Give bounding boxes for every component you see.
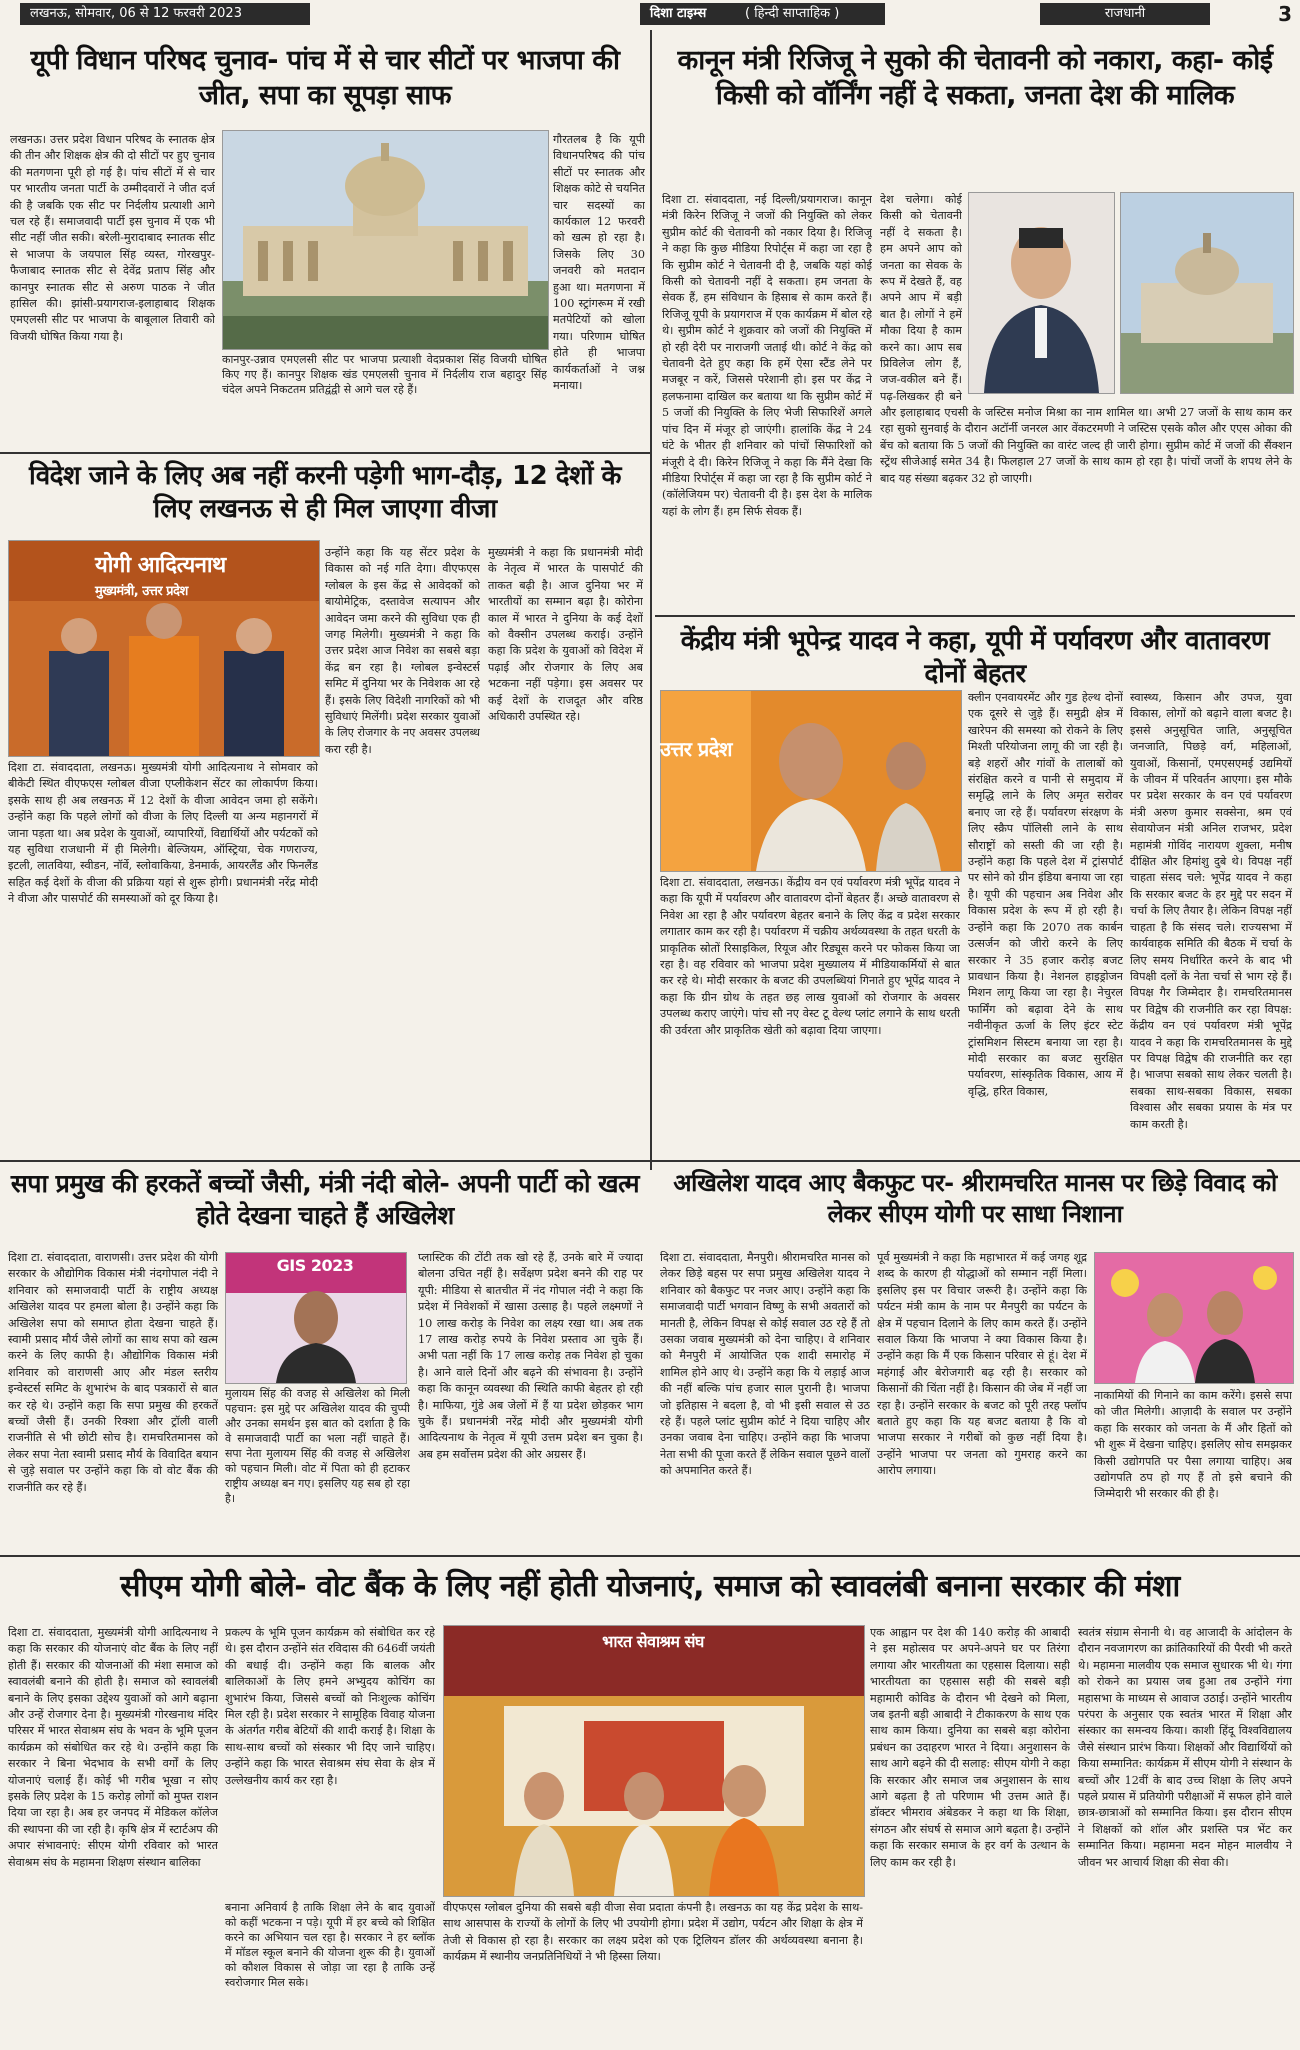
article-7-caption: बनाना अनिवार्य है ताकि शिक्षा लेने के बाद युवाओं को कहीं भटकना न पड़े। यूपी में हर बच्चे को शिक्षित करने का अभियान चल रहा है। सरकार ने हर ब्लॉक में मॉडल स्कूल बनाने की योजना शुरू की है। युवाओं को कौशल विकास से जोड़ा जा रहा है ताकि उन्हें स्वरोजगार मिल सके। xyxy=(225,1901,435,1989)
article-2-body: दिशा टा. संवाददाता, नई दिल्ली/प्रयागराज। कानून मंत्री किरेन रिजिजू ने जजों की नियुक्ति को लेकर सुप्रीम कोर्ट की चेतावनी को नकार दिया है। रिजिजू ने कहा कि कुछ मीडिया रिपोर्ट्स में कहा जा रहा है कि सुप्रीम कोर्ट ने चेतावनी दी है, जबकि यहां कोई किसी को चेतावनी नहीं दे सकता। हम जनता के सेवक हैं, हम संविधान के हिसाब से काम करते हैं। रिजिजू यूपी के प्रयागराज में एक कार्यक्रम में बोल रहे थे। सुप्रीम कोर्ट ने शुक्रवार को जजों की नियुक्ति में हो रही देरी पर नाराजगी जताई थी। कोर्ट ने केंद्र को चेतावनी देते हुए कहा कि हमें ऐसा स्टैंड लेने पर मजबूर न करें, जिससे परेशानी हो। इस पर केंद्र ने हलफनामा दाखिल कर बताया था कि सुप्रीम कोर्ट में 5 जजों की नियुक्ति के लिए भेजी सिफारिशें अगले पांच दिन में मंजूर हो जाएंगी। हालांकि केंद्र ने 24 घंटे के भीतर ही शनिवार को पांचों सिफारिशों को मंजूरी दे दी। किरेन रिजिजू ने कहा कि मैंने देखा कि मीडिया रिपोर्ट्स में कहा जा रहा है कि सुप्रीम कोर्ट ने (कॉलेजियम पर) चेतावनी दी है। इस देश के मालिक यहां के लोग हैं। हम सिर्फ सेवक हैं। xyxy=(662,193,872,518)
photo-backdrop-text: भारत सेवाश्रम संघ xyxy=(602,1632,704,1651)
article-5-body: दिशा टा. संवाददाता, वाराणसी। उत्तर प्रदेश की योगी सरकार के औद्योगिक विकास मंत्री नंदगोपाल नंदी ने शनिवार को समाजवादी पार्टी के राष्ट्रीय अध्यक्ष अखिलेश यादव पर हमला बोला है। उन्होंने कहा कि अखिलेश सपा को समाप्त होता देखना चाहते हैं। स्वामी प्रसाद मौर्य जैसे लोगों का साथ सपा को खत्म करने के लिए काफी है। औद्योगिक विकास मंत्री शनिवार को वाराणसी आए और मंडल स्तरीय इन्वेस्टर्स समिट के शुभारंभ के बाद पत्रकारों से बात कर रहे थे। उन्होंने कहा कि सपा प्रमुख की हरकतें बच्चों जैसी हैं। उनकी रिक्शा और ट्रॉली वाली राजनीति से भी छोटी सोच है। रामचरितमानस को लेकर सपा नेता स्वामी प्रसाद मौर्य के विवादित बयान से जुड़े सवाल पर उन्होंने कहा कि वो वोट बैंक की राजनीति कर रहे हैं। xyxy=(8,1251,218,1494)
section-divider xyxy=(0,1160,1300,1162)
article-7-body: प्रकल्प के भूमि पूजन कार्यक्रम को संबोधित कर रहे थे। इस दौरान उन्होंने संत रविदास की 646वीं जयंती की बधाई दी। उन्होंने कहा कि बालक और बालिकाओं के लिए हमने अभ्युदय कोचिंग का शुभारंभ किया, जिससे बच्चों को निःशुल्क कोचिंग मिल रही है। प्रदेश सरकार ने सामूहिक विवाह योजना के अंतर्गत गरीब बेटियों की शादी कराई है। शिक्षा के साथ-साथ बच्चों को संस्कार भी दिए जाने चाहिए। उन्होंने कहा कि भारत सेवाश्रम संघ सेवा के क्षेत्र में उल्लेखनीय कार्य कर रहा है। xyxy=(225,1626,435,1787)
page-number: 3 xyxy=(1278,2,1292,26)
article-5-body: प्लास्टिक की टोंटी तक खो रहे हैं, उनके बारे में ज्यादा बोलना उचित नहीं है। सर्वेक्षण प्रदेश बनने की राह पर यूपी: मीडिया से बातचीत में नंद गोपाल नंदी ने कहा कि प्रदेश में निवेशकों में खासा उत्साह है। पहले लक्ष्मणों ने 10 लाख करोड़ के निवेश का लक्ष्य रखा था। अब तक 17 लाख करोड़ रुपये के निवेश प्रस्ताव आ चुके हैं। अभी पता नहीं कि 17 लाख करोड़ तक निवेश हो चुका है। आने वाले दिनों और बढ़ने की संभावना है। उन्होंने कहा कि कानून व्यवस्था की स्थिति काफी बेहतर हो रही है। माफिया, गुंडे अब जेलों में हैं या प्रदेश छोड़कर भाग चुके हैं। प्रधानमंत्री नरेंद्र मोदी और मुख्यमंत्री योगी आदित्यनाथ के नेतृत्व में यूपी उत्तम प्रदेश बन चुका है। अब हम सर्वोत्तम प्रदेश की ओर अग्रसर हैं। xyxy=(418,1251,643,1461)
page-header xyxy=(0,0,1300,28)
article-4-headline: केंद्रीय मंत्री भूपेन्द्र यादव ने कहा, यूपी में पर्यावरण और वातावरण दोनों बेहतर xyxy=(680,626,1270,690)
banner-subtitle: मुख्यमंत्री, उत्तर प्रदेश xyxy=(95,584,188,599)
article-3-extra-body: वीएफएस ग्लोबल दुनिया की सबसे बड़ी वीजा सेवा प्रदाता कंपनी है। लखनऊ का यह केंद्र प्रदेश के साथ-साथ आसपास के राज्यों के लोगों के लिए भी उपयोगी होगा। प्रदेश में उद्योग, पर्यटन और शिक्षा के क्षेत्र में तेजी से विकास हो रहा है। सरकार का लक्ष्य प्रदेश को एक ट्रिलियन डॉलर की अर्थव्यवस्था बनाना है। कार्यक्रम में स्थानीय जनप्रतिनिधियों ने भी हिस्सा लिया। xyxy=(443,1901,863,1964)
article-1-caption: कानपुर-उन्नाव एमएलसी सीट पर भाजपा प्रत्याशी वेदप्रकाश सिंह विजयी घोषित किए गए हैं। कानपुर शिक्षक खंड एमएलसी चुनाव में निर्दलीय राज बहादुर सिंह चंदेल अपने निकटतम प्रतिद्वंद्वी से आगे चल रहे हैं। xyxy=(222,353,547,396)
section-divider xyxy=(0,1555,1300,1557)
dateline: लखनऊ, सोमवार, 06 से 12 फरवरी 2023 xyxy=(20,3,310,25)
edition-label: ( हिन्दी साप्ताहिक ) xyxy=(735,3,885,25)
article-4-body: क्लीन एनवायरमेंट और गुड हेल्थ दोनों एक दूसरे से जुड़े हैं। समुद्री क्षेत्र में खारेपन की समस्या को रोकने के लिए मिश्ती परियोजना लागू की जा रही है। बड़े शहरों और गांवों के तालाबों को संरक्षित करने व पानी से समुदाय में समृद्धि लाने के लिए अमृत सरोवर बनाए जा रहे हैं। पर्यावरण संरक्षण के लिए स्क्रैप पॉलिसी लाने के साथ सौराष्ट्रों को सस्ती की जा रही है। उन्होंने कहा कि पहले देश में ट्रांसपोर्ट पर सोने को ग्रीन इंडिया बनाया जा रहा है। यूपी की पहचान अब निवेश और विकास प्रदेश के रूप में हो रही है। उन्होंने कहा कि 2070 तक कार्बन उत्सर्जन को जीरो करने के लिए सरकार ने 35 हजार करोड़ बजट प्रावधान किया है। नेशनल हाइड्रोजन मिशन लागू किया जा रहा है। नेचुरल फार्मिंग को बढ़ावा देने के साथ नवीनीकृत ऊर्जा के लिए इंटर स्टेट ट्रांसमिशन सिस्टम बनाया जा रहा है। मोदी सरकार का बजट सुरक्षित पर्यावरण, सांस्कृतिक विकास, आय में वृद्धि, हरित विकास, xyxy=(968,691,1123,1098)
article-7-headline: सीएम योगी बोले- वोट बैंक के लिए नहीं होती योजनाएं, समाज को स्वावलंबी बनाना सरकार की मंशा xyxy=(120,1569,1180,1604)
article-5-caption: मुलायम सिंह की वजह से अखिलेश को मिली पहचान: इस मुद्दे पर अखिलेश यादव की चुप्पी और उनका समर्थन इस बात को दर्शाता है कि वे समाजवादी पार्टी का भला नहीं चाहते हैं। सपा नेता मुलायम सिंह की वजह से अखिलेश को पहचान मिली। वोट में पिता को ही हटाकर राष्ट्रीय अध्यक्ष बन गए। इसलिए यह सब हो रहा है। xyxy=(225,1387,410,1505)
cm-bhoomi-pujan-photo xyxy=(443,1625,865,1897)
article-2-body: और इलाहाबाद एचसी के जस्टिस मनोज मिश्रा का नाम शामिल था। अभी 27 जजों के साथ काम कर रहा सुको सुनवाई के दौरान अटॉर्नी जनरल आर वेंकटरमणी ने जस्टिस एसके कौल और एएस ओका की बेंच को बताया कि 5 जजों की नियुक्ति का वारंट जल्द ही जारी होगा। सुप्रीम कोर्ट में जजों की सैंक्शन स्ट्रेंथ सीजेआई समेत 34 है। फिलहाल 27 जजों के साथ काम हो रहा है। पांचों जजों के शपथ लेने के बाद यह संख्या बढ़कर 32 हो जाएगी। xyxy=(880,406,1292,485)
article-3-headline: विदेश जाने के लिए अब नहीं करनी पड़ेगी भाग-दौड़, 12 देशों के लिए लखनऊ से ही मिल जाएगा वीजा xyxy=(28,461,622,525)
article-3-body: मुख्यमंत्री ने कहा कि प्रधानमंत्री मोदी के नेतृत्व में भारत के पासपोर्ट की ताकत बढ़ी है। आज दुनिया भर में भारतीयों का सम्मान बढ़ा है। कोरोना काल में भारत ने दुनिया के कई देशों को वैक्सीन उपलब्ध कराई। उन्होंने कहा कि प्रदेश के युवाओं को विदेश में पढ़ाई और रोजगार के लिए अब भटकना नहीं पड़ेगा। इस अवसर पर कई देशों के राजदूत और वरिष्ठ अधिकारी उपस्थित रहे। xyxy=(488,546,643,724)
photo-backdrop-text: उत्तर प्रदेश xyxy=(660,737,733,761)
article-6-body: दिशा टा. संवाददाता, मैनपुरी। श्रीरामचरित मानस को लेकर छिड़े बहस पर सपा प्रमुख अखिलेश यादव ने शनिवार को बैकफुट पर नजर आए। उन्होंने कहा कि समाजवादी पार्टी भगवान विष्णु के सभी अवतारों को मानती है, लेकिन विपक्ष से कोई सवाल उठ रहे हैं तो उसका जवाब मुख्यमंत्री को देना चाहिए। वे शनिवार को मैनपुरी में आयोजित एक शादी समारोह में शामिल होने आए थे। उन्होंने कहा कि ये लड़ाई आज की नहीं बल्कि पांच हजार साल पुरानी है। भाजपा जो इतिहास ने बदला है, वो भी इसी सवाल से उठ रहे हैं। पहले प्लांट सुप्रीम कोर्ट ने दिया चाहिए और उनका जवाब देना चाहिए। उन्होंने कहा कि भाजपा नेता सभी की पूजा करते हैं लेकिन सवाल पूछने वालों को अपमानित करते हैं। xyxy=(660,1251,870,1478)
photo-backdrop-text: GIS 2023 xyxy=(276,1256,354,1275)
article-1-body: लखनऊ। उत्तर प्रदेश विधान परिषद के स्नातक क्षेत्र की तीन और शिक्षक क्षेत्र की दो सीटों पर हुए चुनाव की मतगणना पूरी हो गई है। पांच सीटों में से चार पर भारतीय जनता पार्टी के उम्मीदवारों ने जीत दर्ज की है जबकि एक सीट पर निर्दलीय प्रत्याशी आगे चल रहे हैं। समाजवादी पार्टी इस चुनाव में एक भी सीट नहीं जीत सकी। बरेली-मुरादाबाद स्नातक सीट से भाजपा के जयपाल सिंह व्यस्त, गोरखपुर-फैजाबाद स्नातक सीट से देवेंद्र प्रताप सिंह और कानपुर स्नातक सीट से अरुण पाठक ने जीत हासिल की। झांसी-प्रयागराज-इलाहाबाद शिक्षक एमएलसी सीट पर भाजपा के बाबूलाल तिवारी को विजयी घोषित किया गया है। xyxy=(10,133,215,343)
article-6-body: नाकामियों की गिनाने का काम करेंगे। इससे सपा को जीत मिलेगी। आज़ादी के सवाल पर उन्होंने कहा कि सरकार को जनता के मैं और हितों को भी शुरू में देखना चाहिए। इसलिए सोच समझकर किसी उद्योगपति पर पैसा लगाया चाहिए। अब उद्योगपति ठप हो गए हैं तो इसे बचाने की जिम्मेदारी भी सरकार की ही है। xyxy=(1094,1389,1292,1501)
section-divider xyxy=(655,615,1295,617)
article-6-body: पूर्व मुख्यमंत्री ने कहा कि महाभारत में कई जगह शूद्र शब्द के कारण ही योद्धाओं को सम्मान नहीं मिला। इसलिए इस पर विचार जरूरी है। उन्होंने कहा कि पर्यटन मंत्री काम के नाम पर मैनपुरी का पर्यटन के क्षेत्र में पहचान दिलाने के लिए काम करते हैं। उन्होंने सवाल किया कि भाजपा ने क्या विकास किया है। उन्होंने कहा कि मैं एक किसान परिवार से हूं। देश में महंगाई और बेरोजगारी बढ़ रही है। सरकार को किसानों की चिंता नहीं है। किसान की जेब में नहीं जा रहा है। उन्होंने सरकार के बजट को पूरी तरह फ्लॉप बताते हुए कहा कि यह बजट बताया है कि वो भाजपा सरकार ने गरीबों को कुछ नहीं दिया है। उन्होंने भाजपा पर जनता को गुमराह करने का आरोप लगाया। xyxy=(877,1251,1087,1478)
article-1-headline: यूपी विधान परिषद चुनाव- पांच में से चार सीटों पर भाजपा की जीत, सपा का सूपड़ा साफ xyxy=(30,45,620,111)
vidhan-bhawan-photo xyxy=(222,130,549,350)
article-4-body: स्वास्थ्य, किसान और उपज, युवा विकास, लोगों को बढ़ाने वाला बजट है। इससे अनुसूचित जाति, अनुसूचित जनजाति, पिछड़े वर्ग, महिलाओं, युवाओं, किसानों, एमएसएमई उद्यमियों के जीवन में परिवर्तन आएगा। इस मौके पर प्रदेश सरकार के वन एवं पर्यावरण मंत्री अरुण कुमार सक्सेना, श्रम एवं सेवायोजन मंत्री अनिल राजभर, प्रदेश महामंत्री गोविंद नारायण शुक्ला, मनीष दीक्षित और हिमांशु दुबे थे। विपक्ष नहीं चाहता संसद चले: भूपेंद्र यादव ने कहा कि सरकार बजट के हर मुद्दे पर सदन में चर्चा के लिए तैयार है। लेकिन विपक्ष नहीं चाहता है कि संसद चले। राज्यसभा में कार्यवाहक समिति की बैठक में चर्चा के लिए समय निर्धारित करने के बाद भी विपक्षी दलों के नेता चर्चा से भाग रहे हैं। विपक्ष गैर जिम्मेदार है। रामचरितमानस पर विद्वेष की राजनीति कर रहा विपक्ष: केंद्रीय वन एवं पर्यावरण मंत्री भूपेंद्र यादव ने कहा कि रामचरितमानस के मुद्दे पर विपक्ष विद्वेष की राजनीति कर रहा है। भाजपा सबको साथ लेकर चलती है। सबका साथ-सबका विकास, सबका विश्वास और सबका प्रयास के मंत्र पर काम करती है। xyxy=(1130,691,1292,1131)
paper-name: दिशा टाइम्स xyxy=(640,3,740,25)
column-divider xyxy=(650,30,652,1170)
article-2-body: देश चलेगा। कोई किसी को चेतावनी नहीं दे सकता है। हम अपने आप को जनता का सेवक के रूप में देखते हैं, वह अपने आप में बड़ी बात है। लोगों ने हमें मौका दिया है काम करने का। आप सब प्रिविलेज लोग हैं, जज-वकील बने हैं। पढ़-लिखकर ही बने xyxy=(880,193,962,402)
article-3-body: उन्होंने कहा कि यह सेंटर प्रदेश के विकास को नई गति देगा। वीएफएस ग्लोबल के इस केंद्र से आवेदकों को बायोमेट्रिक, दस्तावेज सत्यापन और आवेदन जमा करने की सुविधा एक ही जगह मिलेगी। मुख्यमंत्री ने कहा कि उत्तर प्रदेश आज निवेश का सबसे बड़ा केंद्र बन रहा है। ग्लोबल इन्वेस्टर्स समिट में दुनिया भर के निवेशक आ रहे हैं। इसके लिए विदेशी नागरिकों को भी सुविधाएं मिलेंगी। प्रदेश सरकार युवाओं के लिए रोजगार के नए अवसर उपलब्ध करा रही है। xyxy=(325,546,480,756)
article-7-body: दिशा टा. संवाददाता, मुख्यमंत्री योगी आदित्यनाथ ने कहा कि सरकार की योजनाएं वोट बैंक के लिए नहीं होती हैं। सरकार की योजनाओं की मंशा समाज को स्वावलंबी बनाने की होती है। समाज को स्वावलंबी बनाने के लिए इसका उद्देश्य युवाओं को आगे बढ़ाना और उन्हें रोजगार देना है। मुख्यमंत्री गोरखनाथ मंदिर परिसर में भारत सेवाश्रम संघ के भवन के भूमि पूजन कार्यक्रम को संबोधित कर रहे थे। उन्होंने कहा कि सरकार ने बिना भेदभाव के सभी वर्गों के लिए योजनाएं चलाई हैं। कोई भी गरीब भूखा न सोए इसके लिए प्रदेश के 15 करोड़ लोगों को मुफ्त राशन दिया जा रहा है। अब हर जनपद में मेडिकल कॉलेज की स्थापना की जा रही है। कृषि क्षेत्र में स्टार्टअप की अपार संभावनाएं: सीएम योगी रविवार को भारत सेवाश्रम संघ के महामना शिक्षण संस्थान बालिका xyxy=(8,1626,218,1869)
rijiju-photo xyxy=(968,192,1115,394)
article-1-body: गौरतलब है कि यूपी विधानपरिषद की पांच सीटों पर स्नातक और शिक्षक कोटे से चयनित चार सदस्यों का कार्यकाल 12 फरवरी को खत्म हो रहा है। जिसके लिए 30 जनवरी को मतदान हुआ था। मतगणना में 100 स्ट्रांगरूम में रखी मतपेटियों को खोला गया। परिणाम घोषित होते ही भाजपा कार्यकर्ताओं ने जश्न मनाया। xyxy=(553,133,645,393)
banner-name: योगी आदित्यनाथ xyxy=(95,553,226,578)
supreme-court-photo xyxy=(1120,192,1294,394)
section-divider xyxy=(0,452,650,454)
article-5-headline: सपा प्रमुख की हरकतें बच्चों जैसी, मंत्री नंदी बोले- अपनी पार्टी को खत्म होते देखना चाहते हैं अखिलेश xyxy=(10,1169,640,1230)
article-7-body: स्वतंत्र संग्राम सेनानी थे। वह आजादी के आंदोलन के दौरान नवजागरण का क्रांतिकारियों की पैरवी भी करते थे। महामना मालवीय एक समाज सुधारक भी थे। गंगा को रोकने का प्रयास जब हुआ तब उन्होंने गंगा महासभा के माध्यम से आवाज उठाई। उन्होंने भारतीय परंपरा के अनुसार एक स्वतंत्र भारत में शिक्षा और संस्कार का समन्वय किया। काशी हिंदू विश्वविद्यालय जैसे संस्थान प्रारंभ किया। शिक्षकों और विद्यार्थियों को किया सम्मानित: कार्यक्रम में सीएम योगी ने संस्थान के बच्चों और 12वीं के बाद उच्च शिक्षा के लिए अपने पहले प्रयास में प्रतियोगी परीक्षाओं में सफल होने वाले छात्र-छात्राओं को सम्मानित किया। इस दौरान सीएम ने शिक्षकों को शॉल और प्रशस्ति पत्र भेंट कर सम्मानित किया। महामना मदन मोहन मालवीय ने जीवन भर आचार्य शिक्षा की सेवा की। xyxy=(1078,1626,1292,1869)
article-2-headline: कानून मंत्री रिजिजू ने सुको की चेतावनी को नकारा, कहा- कोई किसी को वॉर्निंग नहीं दे सकता, जनता देश की मालिक xyxy=(677,45,1273,111)
article-4-body: दिशा टा. संवाददाता, लखनऊ। केंद्रीय वन एवं पर्यावरण मंत्री भूपेंद्र यादव ने कहा कि यूपी में पर्यावरण और वातावरण दोनों बेहतर हैं। अच्छे वातावरण से निवेश आ रहा है और पर्यावरण बेहतर बनाने के लिए केंद्र व प्रदेश सरकार लगातार काम कर रही है। पर्यावरण में चक्रीय अर्थव्यवस्था के तहत धरती के प्राकृतिक स्रोतों रिसाइकिल, रियूज और रिड्यूस करने पर फोकस किया जा रहा है। वह रविवार को भाजपा प्रदेश मुख्यालय में मीडियाकर्मियों से बात कर रहे थे। मोदी सरकार के बजट की उपलब्धियां गिनाते हुए भूपेंद्र यादव ने कहा कि ग्रीन ग्रोथ के तहत छह लाख युवाओं को रोजगार के अवसर उपलब्ध कराए जाएंगे। पांच सौ नए वेस्ट टू वेल्थ प्लांट लगाने के साथ धरती की उर्वरता और प्राकृतिक खेती को बढ़ावा दिया जाएगा। xyxy=(660,876,960,1037)
article-3-body: दिशा टा. संवाददाता, लखनऊ। मुख्यमंत्री योगी आदित्यनाथ ने सोमवार को बीकेटी स्थित वीएफएस ग्लोबल वीजा एप्लीकेशन सेंटर का लोकार्पण किया। इसके साथ ही अब लखनऊ में 12 देशों के वीजा आवेदन जमा हो सकेंगे। उन्होंने कहा कि पहले लोगों को वीजा के लिए दिल्ली या अन्य महानगरों में जाना पड़ता था। अब प्रदेश के युवाओं, व्यापारियों, विद्यार्थियों और पर्यटकों को यह सुविधा राजधानी में ही मिलेगी। बेल्जियम, ऑस्ट्रिया, चेक गणराज्य, इटली, लातविया, स्वीडन, नॉर्वे, स्लोवाकिया, डेनमार्क, आयरलैंड और फिनलैंड सहित कई देशों के वीजा की प्रक्रिया यहां से शुरू होगी। प्रधानमंत्री नरेंद्र मोदी ने वीजा और पासपोर्ट की समस्याओं को दूर किया है। xyxy=(8,761,318,906)
bhupender-yadav-photo xyxy=(660,690,962,872)
section-label: राजधानी xyxy=(1040,3,1210,25)
article-7-body: एक आह्वान पर देश की 140 करोड़ की आबादी ने इस महोत्सव पर अपने-अपने घर पर तिरंगा लगाया और भारतीयता का एहसास दिलाया। सही भारतीयता का एहसास सही की सबसे बड़ी महामारी कोविड के दौरान भी देखने को मिला, जब इतनी बड़ी आबादी ने टीकाकरण के साथ एक साथ काम किया। दुनिया का सबसे बड़ा कोरोना प्रबंधन का उदाहरण भारत ने दिया। अनुशासन के साथ आगे बढ़ने की दी सलाह: सीएम योगी ने कहा कि सरकार और समाज जब अनुशासन के साथ आगे बढ़ता है तो परिणाम भी उत्तम आते हैं। डॉक्टर भीमराव अंबेडकर ने कहा था कि शिक्षा, संगठन और संघर्ष से समाज आगे बढ़ता है। उन्होंने कहा कि सरकार समाज के हर वर्ग के उत्थान के लिए काम कर रही है। xyxy=(870,1626,1070,1869)
akhilesh-photo xyxy=(1094,1252,1294,1384)
article-6-headline: अखिलेश यादव आए बैकफुट पर- श्रीरामचरित मानस पर छिड़े विवाद को लेकर सीएम योगी पर साधा निशाना xyxy=(673,1169,1277,1228)
